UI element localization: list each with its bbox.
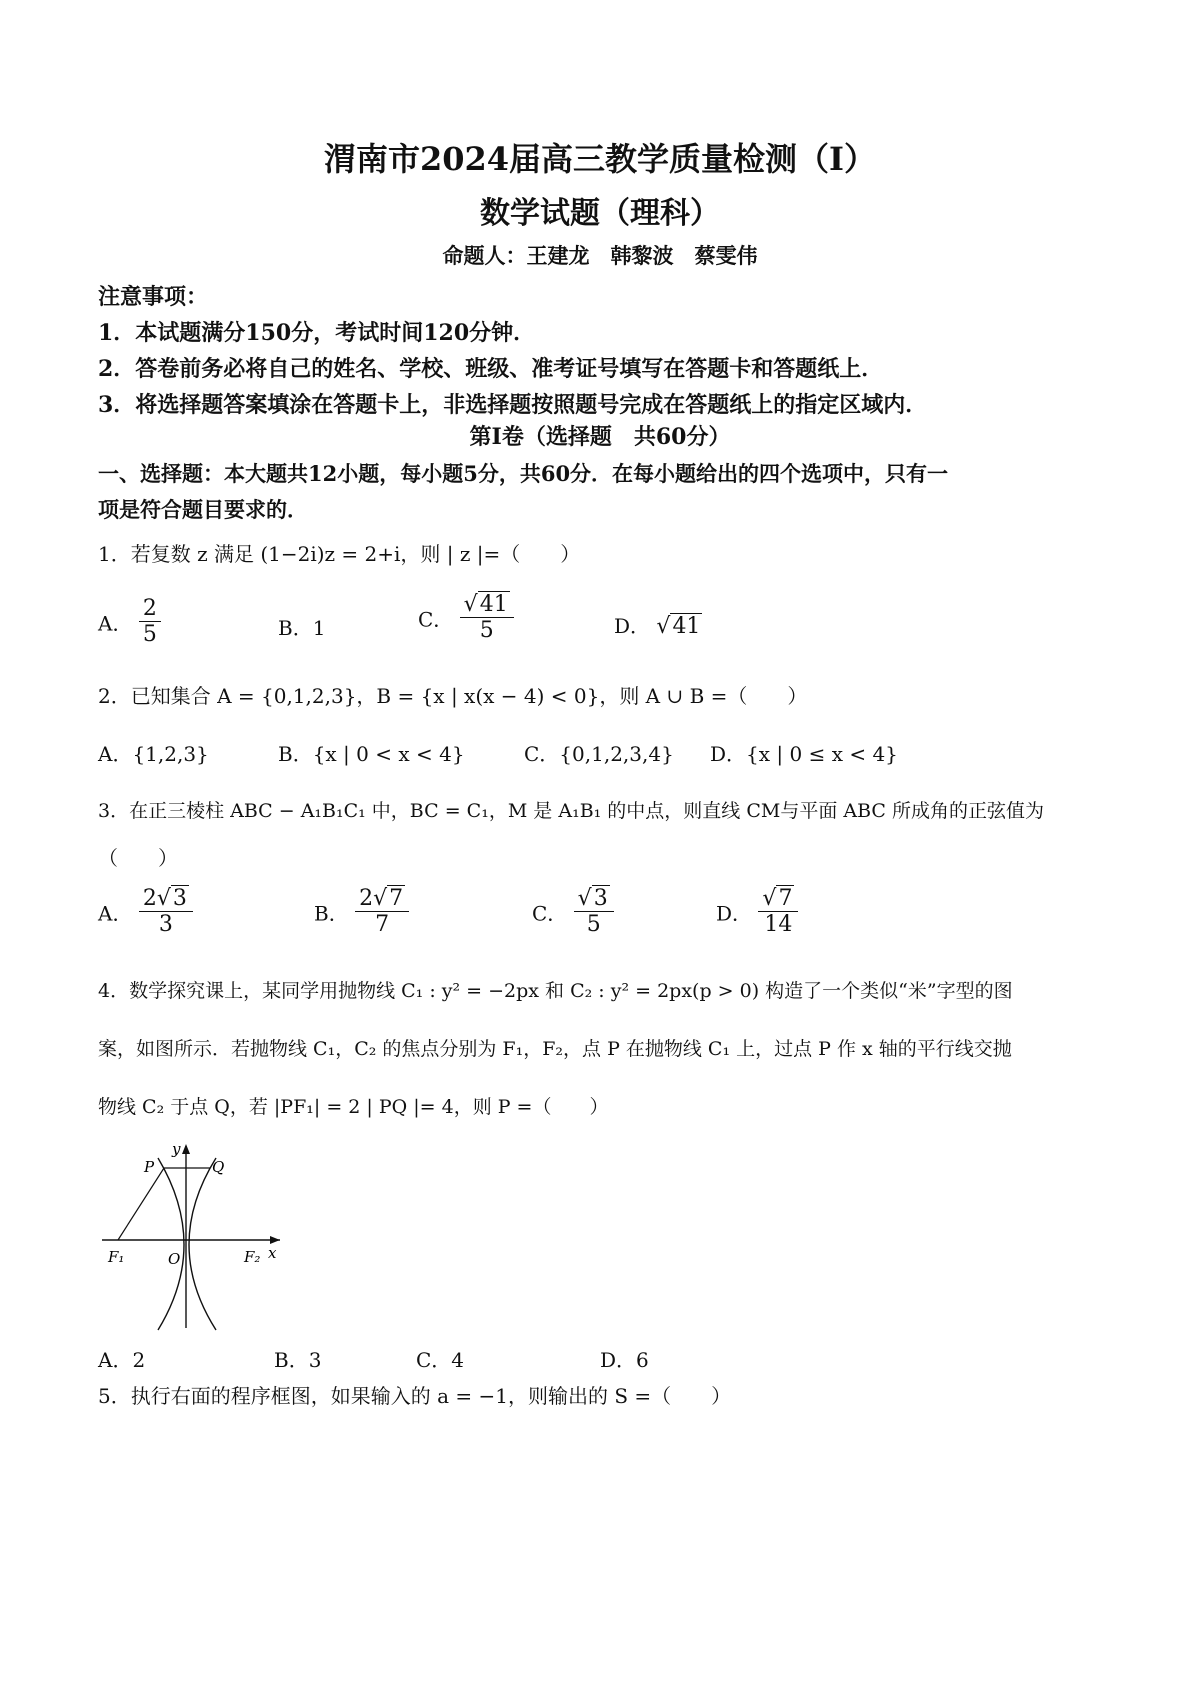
label-x: x xyxy=(268,1244,277,1262)
numerator xyxy=(758,886,798,912)
numerator: 2 xyxy=(139,596,161,622)
q1-option-a xyxy=(98,596,161,648)
radicand: 41 xyxy=(672,614,701,639)
notice-item: 3．将选择题答案填涂在答题卡上，非选择题按照题号完成在答题纸上的指定区域内． xyxy=(98,392,928,418)
q4-option-d: D．6 xyxy=(600,1348,649,1372)
numerator xyxy=(460,592,514,618)
radicand: 7 xyxy=(389,886,404,911)
option-label: D． xyxy=(716,901,753,926)
option-label: B． xyxy=(314,901,349,926)
option-label: D． xyxy=(614,614,651,638)
radicand: 3 xyxy=(172,886,187,911)
sqrt-sign: √41 xyxy=(463,592,508,617)
denominator: 14 xyxy=(764,912,793,938)
parabola-c2 xyxy=(189,1158,216,1330)
question-4-stem: 物线 C₂ 于点 Q，若 |PF₁| = 2 | PQ |= 4，则 P =（ ） xyxy=(98,1096,609,1118)
notice-heading: 注意事项： xyxy=(98,284,209,310)
q3-option-a xyxy=(98,886,193,938)
question-5-stem: 5．执行右面的程序框图，如果输入的 a = −1，则输出的 S =（ ） xyxy=(98,1384,732,1408)
sqrt-sign: √3 xyxy=(577,886,608,911)
denominator: 3 xyxy=(158,912,173,938)
segment-pf1 xyxy=(118,1168,164,1240)
question-3-stem: 3．在正三棱柱 ABC − A₁B₁C₁ 中，BC = C₁，M 是 A₁B₁ 的中点，则直线 CM与平面 ABC 所成角的正弦值为 xyxy=(98,800,1044,822)
q1-option-d xyxy=(614,610,702,639)
denominator: 7 xyxy=(375,912,390,938)
fraction xyxy=(355,886,409,938)
x-axis-arrow xyxy=(270,1236,280,1244)
option-label: C． xyxy=(532,901,568,926)
denominator: 5 xyxy=(586,912,601,938)
sqrt-sign: √3 xyxy=(156,886,187,911)
question-1-stem: 1．若复数 z 满足 (1−2i)z = 2+i，则 | z |=（ ） xyxy=(98,542,581,566)
option-label: A． xyxy=(98,901,133,926)
notice-item: 1．本试题满分150分，考试时间120分钟． xyxy=(98,320,536,346)
numerator xyxy=(139,886,193,912)
q2-option-b: B．{x | 0 < x < 4} xyxy=(278,742,465,766)
coefficient: 2 xyxy=(359,886,374,911)
label-o: O xyxy=(168,1250,181,1268)
authors-line: 命题人：王建龙 韩黎波 蔡雯伟 xyxy=(442,243,758,268)
parabola-c1 xyxy=(158,1158,184,1330)
question-3-stem: （ ） xyxy=(98,846,178,870)
q3-option-b xyxy=(314,886,409,938)
denominator: 5 xyxy=(142,622,157,648)
section-title: 第Ⅰ卷（选择题 共60分） xyxy=(469,424,731,450)
fraction xyxy=(574,886,614,938)
option-label: A． xyxy=(98,611,133,636)
radicand: 3 xyxy=(593,886,608,911)
option-label: C． xyxy=(418,607,454,632)
page-subtitle: 数学试题（理科） xyxy=(480,196,720,231)
radicand: 7 xyxy=(778,886,793,911)
question-4-stem: 4．数学探究课上，某同学用抛物线 C₁ : y² = −2px 和 C₂ : y² = 2px(p > 0) 构造了一个类似“米”字型的图 xyxy=(98,980,1013,1002)
notice-item: 2．答卷前务必将自己的姓名、学校、班级、准考证号填写在答题卡和答题纸上． xyxy=(98,356,884,382)
q4-option-b: B．3 xyxy=(274,1348,322,1372)
fraction xyxy=(139,596,161,648)
sqrt-sign: √7 xyxy=(373,886,404,911)
sqrt-sign: √41 xyxy=(656,614,701,639)
numerator xyxy=(574,886,614,912)
denominator: 5 xyxy=(479,618,494,644)
coefficient: 2 xyxy=(142,886,157,911)
section-intro: 项是符合题目要求的． xyxy=(98,497,308,522)
radicand: 41 xyxy=(479,592,508,617)
page-title: 渭南市2024届高三教学质量检测（Ⅰ） xyxy=(323,140,877,178)
label-y: y xyxy=(172,1140,181,1158)
question-4-stem: 案，如图所示．若抛物线 C₁，C₂ 的焦点分别为 F₁，F₂，点 P 在抛物线 C₁ 上，过点 P 作 x 轴的平行线交抛 xyxy=(98,1038,1012,1060)
label-f2: F₂ xyxy=(244,1248,261,1266)
y-axis-arrow xyxy=(182,1144,190,1154)
label-p: P xyxy=(144,1158,155,1176)
label-f1: F₁ xyxy=(108,1248,125,1266)
q2-option-a: A．{1,2,3} xyxy=(98,742,209,766)
q1-option-b: B．1 xyxy=(278,616,326,640)
q3-option-c xyxy=(532,886,614,938)
q2-option-d: D．{x | 0 ≤ x < 4} xyxy=(710,742,898,766)
q1-option-c xyxy=(418,592,514,644)
numerator xyxy=(355,886,409,912)
q2-option-c: C．{0,1,2,3,4} xyxy=(524,742,674,766)
fraction xyxy=(139,886,193,938)
fraction xyxy=(460,592,514,644)
fraction xyxy=(758,886,798,938)
parabola-figure xyxy=(98,1140,328,1340)
label-q: Q xyxy=(212,1158,225,1176)
q3-option-d xyxy=(716,886,798,938)
q4-option-a: A．2 xyxy=(98,1348,146,1372)
q4-option-c: C．4 xyxy=(416,1348,465,1372)
section-intro: 一、选择题：本大题共12小题，每小题5分，共60分．在每小题给出的四个选项中，只有一 xyxy=(98,461,949,486)
question-2-stem: 2．已知集合 A = {0,1,2,3}，B = {x | x(x − 4) < 0}，则 A ∪ B =（ ） xyxy=(98,684,808,708)
sqrt-sign: √7 xyxy=(762,886,793,911)
